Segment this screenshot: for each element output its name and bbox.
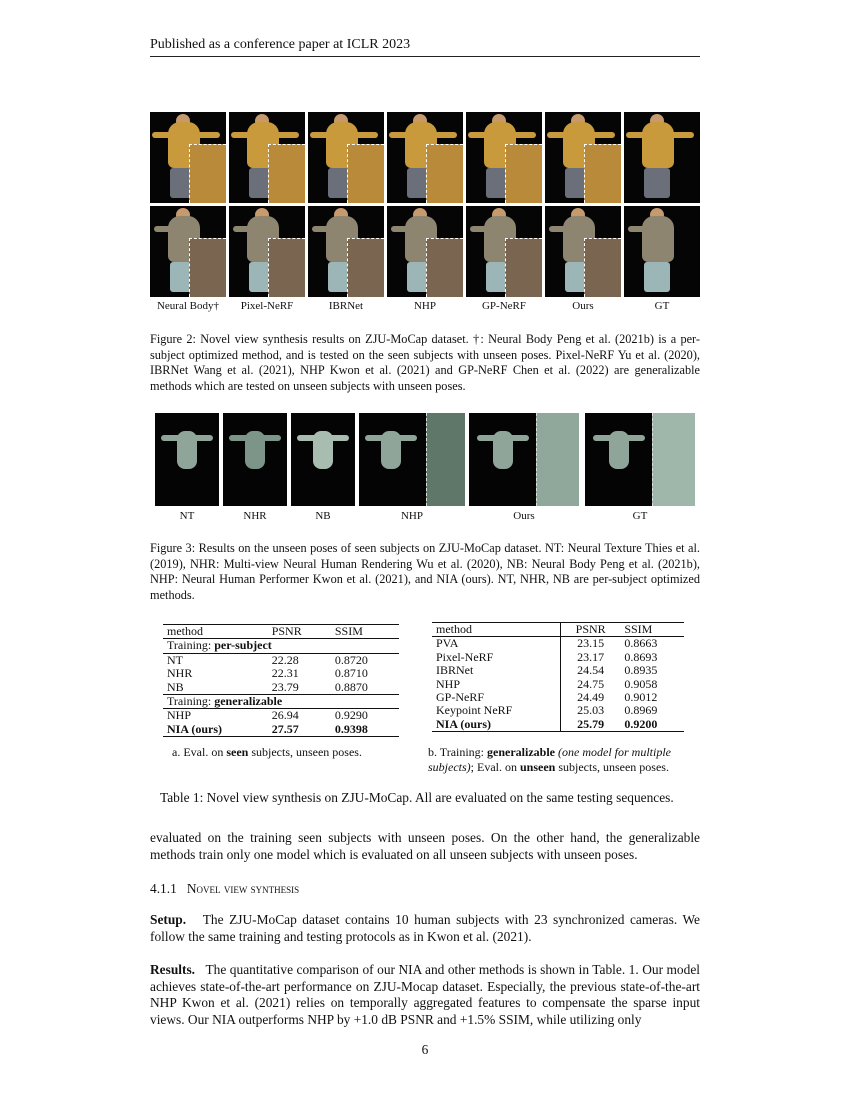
fig2-label: NHP	[413, 300, 436, 312]
table-row: NHP 26.94 0.9290	[163, 709, 399, 723]
fig2-image-nhp-row2	[387, 206, 463, 297]
fig3-label: NHP	[400, 510, 423, 522]
fig2-image-pixel-nerf-row2	[229, 206, 305, 297]
fig2-label: Pixel-NeRF	[240, 300, 294, 312]
fig2-image-gt-row2	[624, 206, 700, 297]
fig2-image-neural-body-row1	[150, 112, 226, 203]
fig3-label: NT	[179, 510, 195, 522]
fig3-label: NB	[315, 510, 331, 522]
table-1b	[432, 622, 684, 732]
table-header: SSIM	[334, 624, 363, 638]
fig2-image-gt-row1	[624, 112, 700, 203]
table-row: NT 22.28 0.8720	[163, 653, 399, 667]
fig2-label: Neural Body†	[156, 300, 219, 312]
table-row: Pixel-NeRF 23.17 0.8693	[432, 651, 684, 664]
fig3-image-gt	[585, 413, 695, 506]
running-header: Published as a conference paper at ICLR 2023	[150, 37, 411, 52]
table-header: SSIM	[624, 622, 653, 636]
figure-2-row-1	[150, 112, 700, 203]
setup-paragraph: Setup. The ZJU-MoCap dataset contains 10 human subjects with 23 synchronized cameras. We follow the same training and testing protocols as in Kwon et al. (2021).	[150, 912, 700, 944]
figure-2	[150, 112, 700, 312]
table-row: NHR 22.31 0.8710	[167, 666, 368, 681]
page-number: 6	[421, 1042, 429, 1057]
table-1a	[163, 624, 399, 737]
table-row: NB 23.79 0.8870	[167, 679, 368, 694]
fig3-image-nhr	[223, 413, 287, 506]
header-rule	[150, 56, 700, 57]
table-row: GP-NeRF 24.49 0.9012	[432, 691, 684, 704]
table-row: Keypoint NeRF 25.03 0.8969	[432, 704, 684, 717]
fig2-label: IBRNet	[328, 300, 364, 312]
fig2-label: GT	[654, 300, 670, 312]
figure-2-caption: Figure 2: Novel view synthesis results on ZJU-MoCap dataset. †: Neural Body Peng et al. (2021b) is a per-subject optimized method, and is tested on the seen subjects with unseen poses. Pixel-NeRF Yu et al. (2020), IBRNet Wang et al. (2021), NHP Kwon et al. (2021) and GP-NeRF Chen et al. (2022) are generalizable methods which are tested on unseen subjects with unseen poses.	[150, 332, 700, 393]
table-section-label: Training: per-subject	[167, 638, 272, 653]
fig3-image-nt	[155, 413, 219, 506]
fig2-label: Ours	[572, 300, 594, 312]
results-paragraph: Results. The quantitative comparison of our NIA and other methods is shown in Table. 1. Our model achieves state-of-the-art performance on ZJU-Mocap dataset. Especially, the previous state-of-the-art NHP Kwon et al. (2021) relies on temporally aggregated features to compensate the sparse input views. Our NIA outperforms NHP by +1.0 dB PSNR and +1.5% SSIM, while utilizing only	[150, 962, 700, 1027]
fig2-image-ours-row1	[545, 112, 621, 203]
table-row: NIA (ours) 27.57 0.9398	[163, 723, 399, 737]
table-1-caption: Table 1: Novel view synthesis on ZJU-MoCap. All are evaluated on the same testing sequences.	[160, 790, 674, 805]
section-heading: 4.1.1 Novel view synthesis	[150, 881, 300, 896]
fig2-image-neural-body-row2	[150, 206, 226, 297]
table-header: method	[432, 623, 561, 637]
table-section-label: Training: generalizable	[167, 694, 283, 709]
table-row: NIA (ours) 25.79 0.9200	[432, 718, 684, 732]
fig2-image-pixel-nerf-row1	[229, 112, 305, 203]
fig2-image-gp-nerf-row1	[466, 112, 542, 203]
paragraph: evaluated on the training seen subjects with unseen poses. On the other hand, the generalizable methods train only one model which is evaluated on all unseen subjects with unseen poses.	[150, 830, 700, 862]
fig2-image-gp-nerf-row2	[466, 206, 542, 297]
table-row: NHP 24.75 0.9058	[432, 678, 684, 691]
table-1a-caption: a. Eval. on seen subjects, unseen poses.	[172, 745, 362, 759]
fig3-label: Ours	[513, 510, 535, 522]
figure-2-labels	[150, 300, 700, 312]
table-header: PSNR	[575, 622, 606, 636]
table-header: PSNR	[271, 624, 302, 638]
table-row: IBRNet 24.54 0.8935	[432, 664, 684, 677]
table-1b-caption: b. Training: generalizable (one model for multiple subjects); Eval. on unseen subjects, unseen poses.	[428, 745, 671, 774]
table-row: PVA 23.15 0.8663	[432, 637, 684, 651]
figure-3-caption: Figure 3: Results on the unseen poses of seen subjects on ZJU-MoCap dataset. NT: Neural Texture Thies et al. (2019), NHR: Multi-view Neural Human Rendering Wu et al. (2020), NB: Neural Body Peng et al. (2021b), NHP: Neural Human Performer Kwon et al. (2021), and NIA (ours). NT, NHR, NB are per-subject optimized methods.	[150, 541, 700, 602]
fig3-label: NHR	[243, 510, 267, 522]
fig2-image-ibrnet-row1	[308, 112, 384, 203]
fig2-image-nhp-row1	[387, 112, 463, 203]
fig3-image-ours	[469, 413, 579, 506]
fig3-label: GT	[632, 510, 648, 522]
fig2-label: GP-NeRF	[481, 300, 526, 312]
table-header: method	[167, 624, 203, 638]
fig3-image-nb	[291, 413, 355, 506]
fig2-image-ours-row2	[545, 206, 621, 297]
fig2-image-ibrnet-row2	[308, 206, 384, 297]
fig3-image-nhp	[359, 413, 465, 506]
figure-2-row-2	[150, 206, 700, 297]
